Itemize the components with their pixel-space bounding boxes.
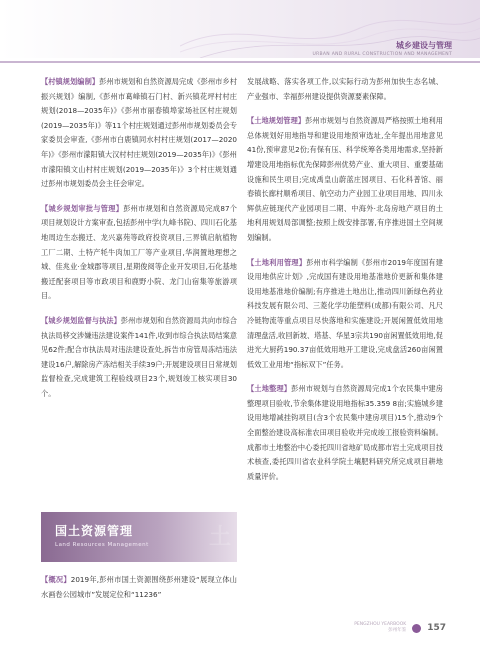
paragraph-continuation <box>247 75 443 104</box>
section-title: 城乡建设与管理 <box>396 41 452 50</box>
paragraph-planning-enforcement <box>41 314 237 402</box>
paragraph-text: 彭州市规划和自然资源局共向市综合执法局移交涉嫌违法建设案件141件,收到市综合执法局结案意见62件;配合市执法局对违法建设查处,拆告市房管局冻结违法建设16户,解除房产冻结相关手续39户;开展建设项目日常规划监督检查,完成建筑工程验线项目23个,规划竣工核实项目30个。 <box>41 315 237 398</box>
section-banner <box>41 512 237 562</box>
paragraph-text: 彭州市规划和自然资源局完成《彭州市乡村振兴规划》编制,《彭州市葛峰镇石门村、新兴镇花坪村村庄规划(2018—2035年)》《彭州市丽春镇埠家场社区村庄规划(2019—2035年)》等11个村庄规划通过彭州市规划委员会专家委员会审查,《彭州市白鹿镇同水村村庄规划(2017—2020年)》《彭州市濛阳镇大汉村村庄规划(2019—2035年)》《彭州市濛阳镇文山村村庄规划(2019—2035年)》3个村庄规划通过彭州市规划委员会主任会审定。 <box>41 77 237 189</box>
footer-line-cn: 彭州年鉴 <box>388 628 407 633</box>
paragraph-tag: 【村镇规划编制】 <box>41 77 100 86</box>
left-column <box>41 75 237 411</box>
footer-line-en: PENGZHOU YEARBOOK <box>354 622 407 627</box>
paragraph-planning-approval <box>41 202 237 304</box>
paragraph-text: 彭州市科学编制《彭州市2019年度国有建设用地供应计划》,完成国有建设用地基准地价更新和集体建设用地基准地价编制;有序推进土地出让,推动四川新绿色药业科技发展有限公司、三菱化学功能塑料(成都)有限公司、凡尺冷链物流等重点项目尽快落地和实施建设;开展闲置低效用地清理盘活,收回新坡、塔基、华星3宗共190亩闲置低效用地,促进光大厨药190.37亩低效用地开工建设,完成盘活260亩闲置低效工业用地“指标双下”任务。 <box>247 257 443 369</box>
banner-subtitle: Land Resources Management <box>55 542 149 548</box>
overview-paragraph <box>41 573 237 602</box>
paragraph-tag: 【城乡规划监督与执法】 <box>41 315 121 325</box>
footer-dot-icon <box>412 624 421 633</box>
paragraph-tag: 【土地利用管理】 <box>247 257 307 267</box>
paragraph-text: 彭州市规划与自然资源局完成1个农民集中建房整理项目验收,节余集体建设用地指标35.359 8亩;实施城乡建设用地增减挂钩项目(含3个农民集中建房项目)15个,推动9个全面整治建设高标准农田项目验收并完成竣工报验资料编制。成都市土地整治中心委托四川省地矿局成都市岩土完成项目技术核查,委托四川省农业科学院土壤肥料研究所完成项目耕地质量评价。 <box>247 384 443 481</box>
paragraph-text: 彭州市规划和自然资源局完成87个项目规划设计方案审查,包括彭州中学(九峰书院)、四川石化基地周边生态搬迁、龙兴嘉苑等政府投资项目,三界镇启航植物工厂二期、土特产牦牛肉加工厂等产业项目,华润置地理想之城、佳兆业·金城郡等项目,星期俊阅等企业开发项目,石化基地搬迁配套项目等市政项目和鹿野小院、龙门山宿集等旅游项目。 <box>41 203 237 301</box>
paragraph-text: 彭州市规划与自然资源局严格按照土地利用总体规划好用地指导和建设用地预审选址,全年提出用地意见41份,预审意见2份;有保有压、科学统筹各类用地需求,坚持新增建设用地指标优先保障彭州优势产业、重大项目、重要基础设施和民生项目;完成禹皇山蔚蓝庄园项目、石化科普馆、丽春镇长廊村顺希项目、航空动力产业园工业项目用地、四川永辉供应链现代产业园项目二期、中海外·北岛房地产项目的土地利用规划局部调整;按照上级安排部署,有序推进国土空间规划编制。 <box>247 116 443 242</box>
footer-yearbook-label <box>354 622 406 634</box>
paragraph-land-consolidation <box>247 382 443 484</box>
paragraph-text: 2019年,彭州市国土资源围绕彭州建设“展现立体山水画卷公园城市”发展定位和“11236” <box>41 575 237 599</box>
paragraph-text: 发展战略、落实各项工作,以实际行动为彭州加快生态名城、产业强市、幸福彭州建设提供资源要素保障。 <box>247 77 443 101</box>
paragraph-tag: 【概况】 <box>41 575 71 584</box>
page-number: 157 <box>427 623 446 633</box>
paragraph-tag: 【土地整理】 <box>247 384 292 394</box>
paragraph-land-use <box>247 256 443 373</box>
section-subtitle: URBAN AND RURAL CONSTRUCTION AND MANAGEMENT <box>312 52 452 57</box>
page-footer <box>354 621 446 635</box>
paragraph-land-planning <box>247 114 443 245</box>
right-column <box>247 75 443 494</box>
header-divider <box>0 61 480 63</box>
paragraph-village-planning <box>41 75 237 192</box>
paragraph-tag: 【土地规划管理】 <box>247 116 306 126</box>
banner-title: 国土资源管理 <box>55 524 134 538</box>
paragraph-tag: 【城乡规划审批与管理】 <box>41 203 124 213</box>
banner-ghost-glyph: 土 <box>208 525 231 550</box>
